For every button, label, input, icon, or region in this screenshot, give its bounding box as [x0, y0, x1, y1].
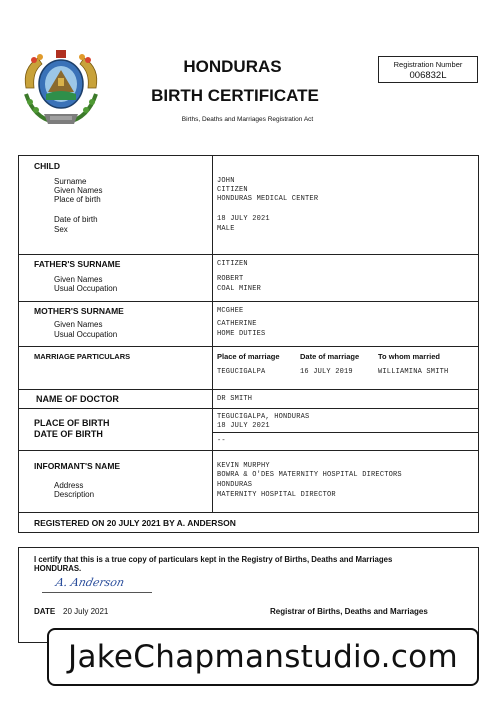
- doctor-heading: NAME OF DOCTOR: [36, 394, 119, 404]
- child-given-value: CITIZEN: [217, 186, 248, 194]
- informant-address-value: HONDURAS: [217, 481, 253, 489]
- table-column-divider: [212, 155, 213, 512]
- informant-name-value: KEVIN MURPHY: [217, 462, 270, 470]
- row-divider: [18, 346, 479, 347]
- row-divider: [18, 408, 479, 409]
- certify-line1: I certify that this is a true copy of particulars kept in the Registry of Births, Deaths and Marriages: [34, 555, 393, 564]
- row-divider: [18, 512, 479, 513]
- honduras-coat-of-arms-icon: [20, 48, 102, 128]
- mother-heading: MOTHER'S SURNAME: [34, 306, 124, 316]
- mother-occupation-label: Usual Occupation: [54, 330, 118, 339]
- certificate-country-title: HONDURAS: [183, 57, 282, 76]
- row-divider: [18, 301, 479, 302]
- child-surname-value: JOHN: [217, 177, 235, 185]
- child-heading: CHILD: [34, 161, 60, 171]
- child-surname-label: Surname: [54, 177, 87, 186]
- informant-description-label: Description: [54, 490, 95, 499]
- act-subtitle: Births, Deaths and Marriages Registration Act: [181, 116, 314, 123]
- child-given-label: Given Names: [54, 186, 103, 195]
- row-subdivider: [212, 432, 479, 433]
- mother-given-value: CATHERINE: [217, 320, 257, 328]
- marriage-whom-value: WILLIAMINA SMITH: [378, 368, 449, 376]
- doctor-name-value: DR SMITH: [217, 395, 253, 403]
- father-heading: FATHER'S SURNAME: [34, 259, 121, 269]
- child-place-label: Place of birth: [54, 195, 101, 204]
- row-divider: [18, 450, 479, 451]
- marriage-place-label: Place of marriage: [217, 352, 280, 361]
- child-place-value: HONDURAS MEDICAL CENTER: [217, 195, 319, 203]
- marriage-date-value: 16 JULY 2019: [300, 368, 353, 376]
- father-given-label: Given Names: [54, 275, 103, 284]
- certify-date-value: 20 July 2021: [63, 607, 109, 616]
- marriage-whom-label: To whom married: [378, 352, 440, 361]
- child-sex-label: Sex: [54, 225, 68, 234]
- child-dob-label: Date of birth: [54, 215, 98, 224]
- mother-occupation-value: HOME DUTIES: [217, 330, 266, 338]
- father-given-value: ROBERT: [217, 275, 244, 283]
- marriage-heading: MARRIAGE PARTICULARS: [34, 352, 131, 361]
- registrar-title: Registrar of Births, Deaths and Marriages: [270, 607, 428, 616]
- certify-line2: HONDURAS.: [34, 564, 82, 573]
- informant-line2-value: BOWRA & O'DES MATERNITY HOSPITAL DIRECTORS: [217, 471, 402, 479]
- registration-number-value: 006832L: [409, 70, 447, 81]
- child-sex-value: MALE: [217, 225, 235, 233]
- place-of-birth-heading: PLACE OF BIRTH: [34, 418, 110, 428]
- mother-surname-value: MCGHEE: [217, 307, 244, 315]
- row-divider: [18, 389, 479, 390]
- mother-given-label: Given Names: [54, 320, 103, 329]
- father-occupation-label: Usual Occupation: [54, 284, 118, 293]
- date-of-birth-value: 18 JULY 2021: [217, 422, 270, 430]
- date-of-birth-heading: DATE OF BIRTH: [34, 429, 103, 439]
- row-divider: [18, 254, 479, 255]
- registration-number-box: [378, 56, 478, 83]
- registrar-signature: A. Anderson: [54, 576, 126, 589]
- watermark-banner: [47, 628, 479, 686]
- signature-line: [42, 592, 152, 593]
- birth-extra-value: --: [217, 437, 226, 445]
- certificate-title: BIRTH CERTIFICATE: [151, 86, 319, 105]
- watermark-text: JakeChapmanstudio.com: [68, 639, 458, 675]
- place-of-birth-value: TEGUCIGALPA, HONDURAS: [217, 413, 310, 421]
- registration-number-label: Registration Number: [393, 60, 463, 69]
- child-dob-value: 18 JULY 2021: [217, 215, 270, 223]
- date-label: DATE: [34, 607, 56, 616]
- marriage-date-label: Date of marriage: [300, 352, 360, 361]
- father-occupation-value: COAL MINER: [217, 285, 262, 293]
- informant-description-value: MATERNITY HOSPITAL DIRECTOR: [217, 491, 336, 499]
- father-surname-value: CITIZEN: [217, 260, 248, 268]
- informant-address-label: Address: [54, 481, 84, 490]
- registered-statement: REGISTERED ON 20 JULY 2021 BY A. ANDERSON: [34, 518, 236, 528]
- informant-heading: INFORMANT'S NAME: [34, 461, 121, 471]
- marriage-place-value: TEGUCIGALPA: [217, 368, 266, 376]
